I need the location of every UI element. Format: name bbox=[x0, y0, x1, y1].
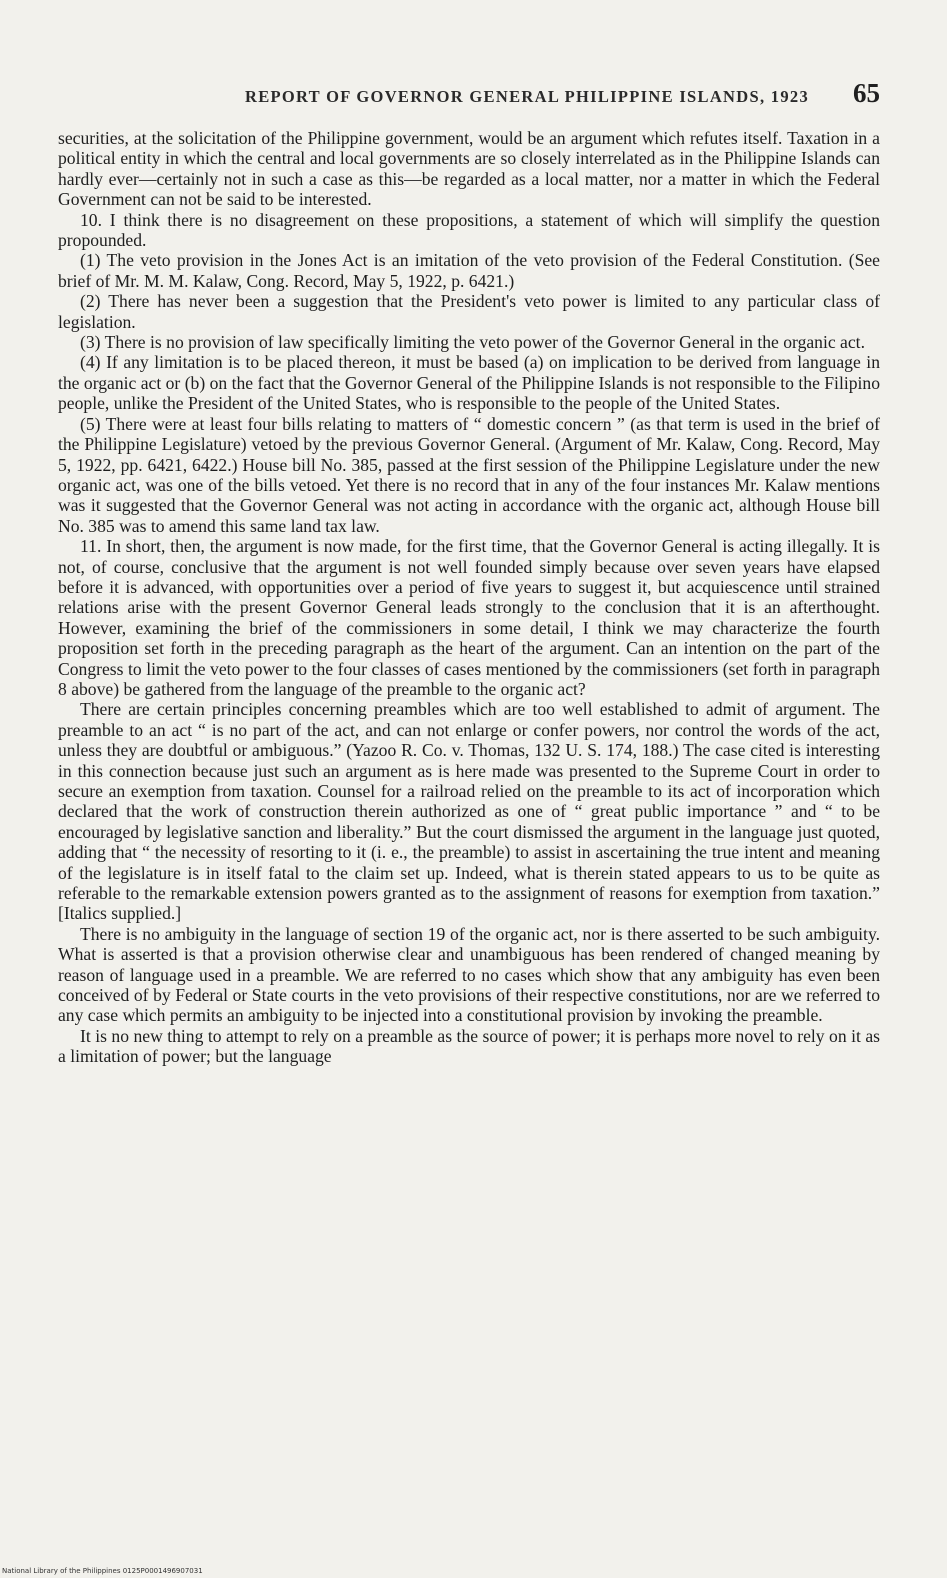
running-header bbox=[58, 78, 880, 112]
paragraph: 11. In short, then, the argument is now made, for the first time, that the Governor General is acting illegally. It is not, of course, conclusive that the argument is not well founded simply because over seven years have elapsed before it is advanced, with opportunities over a period of five years to suggest it, but acquiescence until strained relations arise with the present Governor General leads strongly to the conclusion that it is an afterthought. However, examining the brief of the commissioners in some detail, I think we may characterize the fourth proposition set forth in the preceding paragraph as the heart of the argument. Can an intention on the part of the Congress to limit the veto power to the four classes of cases mentioned by the commissioners (set forth in paragraph 8 above) be gathered from the language of the preamble to the organic act? bbox=[58, 536, 880, 699]
body-text bbox=[58, 128, 880, 1067]
page-number: 65 bbox=[853, 78, 880, 108]
paragraph: It is no new thing to attempt to rely on a preamble as the source of power; it is perhaps more novel to rely on it as a limitation of power; but the language bbox=[58, 1025, 880, 1067]
paragraph: (2) There has never been a suggestion that the President's veto power is limited to any particular class of legislation. bbox=[58, 291, 880, 332]
paragraph: There is no ambiguity in the language of section 19 of the organic act, nor is there asserted to be such ambiguity. What is asserted is that a provision otherwise clear and unambiguous has been rendered of changed meaning by reason of language used in a preamble. We are referred to no cases which show that any ambiguity has even been conceived of by Federal or State courts in the veto provisions of their respective constitutions, nor are we referred to any case which permits an ambiguity to be injected into a constitutional provision by invoking the preamble. bbox=[58, 923, 880, 1026]
paragraph: (1) The veto provision in the Jones Act is an imitation of the veto provision of the Federal Constitution. (See brief of Mr. M. M. Kalaw, Cong. Record, May 5, 1922, p. 6421.) bbox=[58, 250, 880, 291]
running-title: REPORT OF GOVERNOR GENERAL PHILIPPINE ISLANDS, 1923 bbox=[245, 87, 809, 106]
paragraph: securities, at the solicitation of the Philippine government, would be an argument which refutes itself. Taxation in a political entity in which the central and local governments are so closely interrelated as in the Philippine Islands can hardly ever—certainly not in such a case as this—be regarded as a local matter, nor a matter in which the Federal Government can not be said to be interested. bbox=[58, 128, 880, 210]
paragraph: (4) If any limitation is to be placed thereon, it must be based (a) on implication to be derived from language in the organic act or (b) on the fact that the Governor General of the Philippine Islands is not responsible to the Filipino people, unlike the President of the United States, who is responsible to the people of the United States. bbox=[58, 352, 880, 414]
paragraph: 10. I think there is no disagreement on these propositions, a statement of which will simplify the question propounded. bbox=[58, 209, 880, 251]
document-page bbox=[58, 78, 880, 1067]
paragraph: (3) There is no provision of law specifically limiting the veto power of the Governor General in the organic act. bbox=[80, 332, 865, 353]
scan-footer: National Library of the Philippines 0125P0001496907031 bbox=[2, 1567, 203, 1575]
paragraph: There are certain principles concerning preambles which are too well established to admit of argument. The preamble to an act “ is no part of the act, and can not enlarge or confer powers, nor control the words of the act, unless they are doubtful or ambiguous.” (Yazoo R. Co. v. Thomas, 132 U. S. 174, 188.) The case cited is interesting in this connection because just such an argument as is here made was presented to the Supreme Court in order to secure an exemption from taxation. Counsel for a railroad relied on the preamble to its act of incorporation which declared that the work of construction therein authorized as one of “ great public importance ” and “ to be encouraged by legislative sanction and liberality.” But the court dismissed the argument in the language just quoted, adding that “ the necessity of resorting to it (i. e., the preamble) to assist in ascertaining the true intent and meaning of the legislature is in itself fatal to the claim set up. Indeed, what is therein stated appears to us to be quite as referable to the remarkable extension powers granted as to the assignment of reasons for exemption from taxation.” [Italics supplied.] bbox=[58, 699, 880, 924]
paragraph: (5) There were at least four bills relating to matters of “ domestic concern ” (as that term is used in the brief of the Philippine Legislature) vetoed by the previous Governor General. (Argument of Mr. Kalaw, Cong. Record, May 5, 1922, pp. 6421, 6422.) House bill No. 385, passed at the first session of the Philippine Legislature under the new organic act, was one of the bills vetoed. Yet there is no record that in any of the four instances Mr. Kalaw mentions was it suggested that the Governor General was not acting in accordance with the organic act, although House bill No. 385 was to amend this same land tax law. bbox=[58, 413, 880, 536]
